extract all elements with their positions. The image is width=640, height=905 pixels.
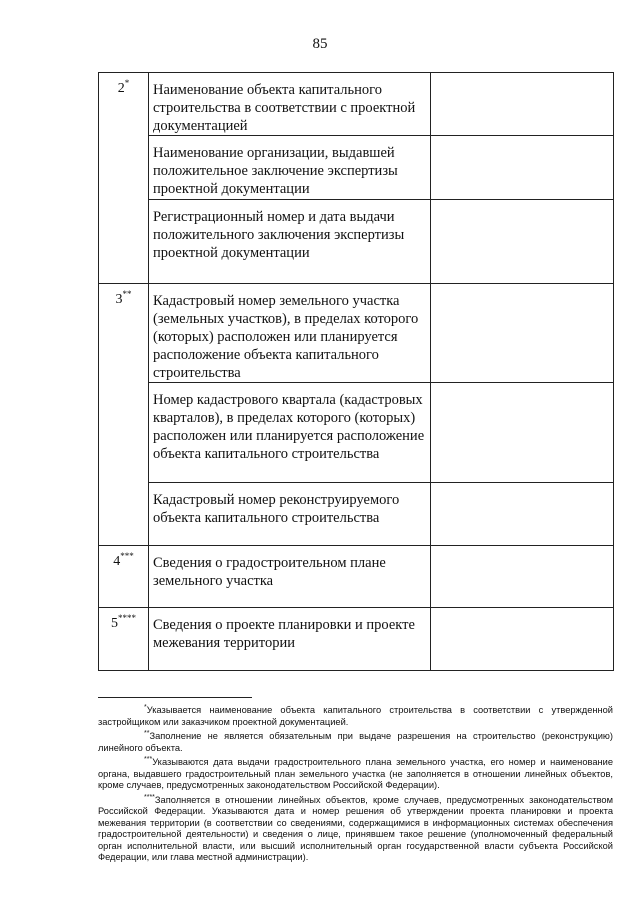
footnote: ****Заполняется в отношении линейных объектов, кроме случаев, предусмотренных законодательством Российской Федерации. Указываются дата и номер решения об утверждении проекта планировки и проекта межевания территории (в соответствии со сведениями, содержащимися в информационных системах обеспечения градостроительной деятельности) и сведения о лице, принявшем такое решение (уполномоченный федеральный орган исполнительной власти, или высший исполнительный орган государственной власти субъекта Российской Федерации, или глава местной администрации). [98,793,613,863]
table-row [99,546,614,608]
field-value-cell[interactable] [431,200,614,284]
permit-form-table [98,72,614,671]
field-label: Номер кадастрового квартала (кадастровых кварталов), в пределах которого (которых) расположен или планируется расположение объекта капитального строительства [149,383,431,483]
row-number-5: 5**** [99,608,149,671]
field-label: Регистрационный номер и дата выдачи положительного заключения экспертизы проектной документации [149,200,431,284]
field-label: Сведения о градостроительном плане земельного участка [149,546,431,608]
field-value-cell[interactable] [431,73,614,136]
table-row [99,136,614,200]
footnote-divider [98,697,252,698]
table-row [99,483,614,546]
table-row [99,383,614,483]
field-value-cell[interactable] [431,284,614,383]
field-label: Кадастровый номер реконструируемого объекта капитального строительства [149,483,431,546]
field-label: Наименование организации, выдавшей положительное заключение экспертизы проектной документации [149,136,431,200]
page-number: 85 [312,36,328,52]
field-value-cell[interactable] [431,608,614,671]
field-value-cell[interactable] [431,383,614,483]
table-row [99,284,614,383]
field-label: Наименование объекта капитального строительства в соответствии с проектной документацией [149,73,431,136]
footnote: *Указывается наименование объекта капитального строительства в соответствии с утвержденной застройщиком или заказчиком проектной документацией. [98,704,613,727]
footnotes [98,702,613,864]
field-label: Сведения о проекте планировки и проекте межевания территории [149,608,431,671]
table-row [99,73,614,136]
field-value-cell[interactable] [431,483,614,546]
field-value-cell[interactable] [431,136,614,200]
table-row [99,200,614,284]
footnote: **Заполнение не является обязательным при выдаче разрешения на строительство (реконструкцию) линейного объекта. [98,730,613,753]
field-value-cell[interactable] [431,546,614,608]
row-number-2: 2* [99,73,149,284]
field-label: Кадастровый номер земельного участка (земельных участков), в пределах которого (которых) расположен или планируется расположение объекта капитального строительства [149,284,431,383]
row-number-4: 4*** [99,546,149,608]
row-number-3: 3** [99,284,149,546]
table-row [99,608,614,671]
footnote: ***Указываются дата выдачи градостроительного плана земельного участка, его номер и наименование органа, выдавшего градостроительный план земельного участка (не заполняется в отношении линейных объектов, кроме случаев, предусмотренных законодательством Российской Федерации). [98,756,613,791]
